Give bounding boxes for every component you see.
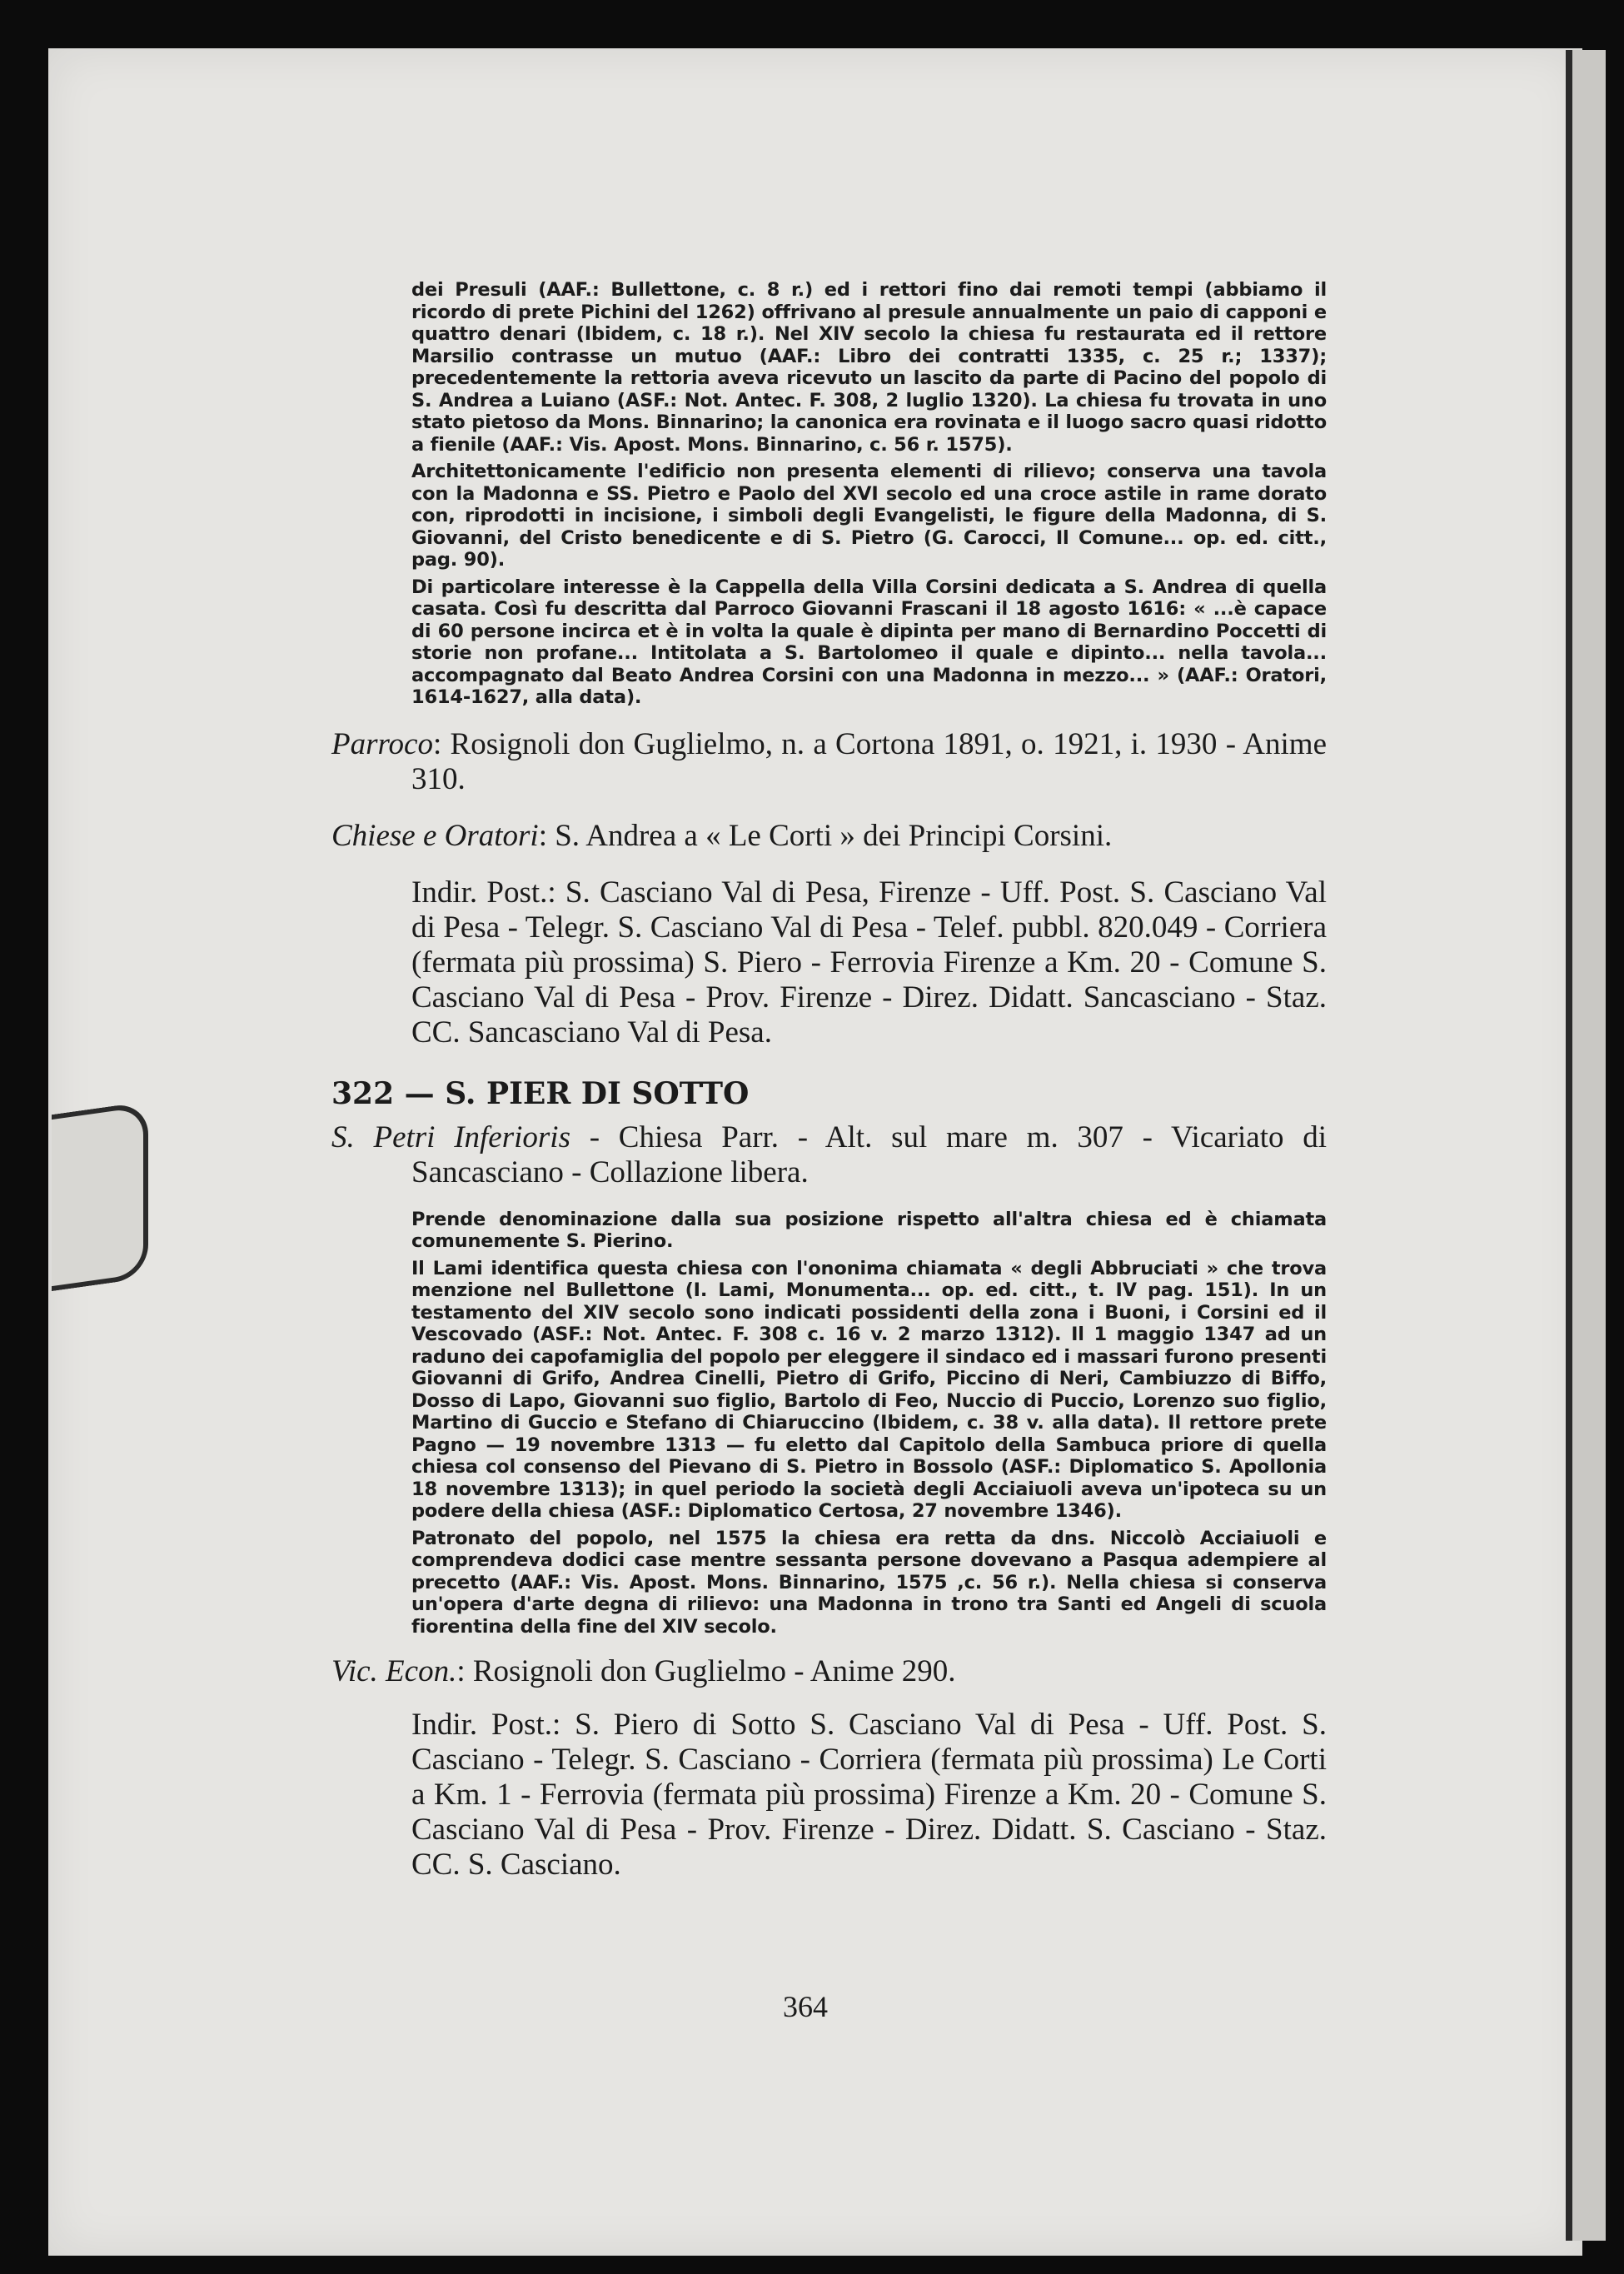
section-paragraph-3: Patronato del popolo, nel 1575 la chiesa era retta da dns. Niccolò Acciaiuoli e comprendeva dodici case mentre sessanta persone dovevano a Pasqua adempiere al precetto (AAF.: Vis. Apost. Mons. Binnarino, 1575 ,c. 56 r.). Nella chiesa si conserva un'opera d'arte degna di rilievo: una Madonna in trono tra Santi ed Angeli di scuola fiorentina della fine del XIV secolo. [411, 1527, 1327, 1638]
parroco-entry [331, 727, 1327, 797]
section-notes [331, 1209, 1327, 1638]
page-number: 364 [783, 1990, 828, 2023]
latin-text: - Chiesa Parr. - Alt. sul mare m. 307 - Vicariato di Sancasciano - Collazione libera. [411, 1120, 1327, 1189]
intro-paragraph-2: Architettonicamente l'edificio non presenta elementi di rilievo; conserva una tavola con la Madonna e SS. Pietro e Paolo del XVI secolo ed una croce astile in rame dorato con, riprodotti in incisione, i simboli degli Evangelisti, le figure della Madonna, di S. Giovanni, del Cristo benedicente e di S. Pietro (G. Carocci, Il Comune... op. ed. citt., pag. 90). [411, 461, 1327, 571]
page-tab-fold [52, 1101, 148, 1291]
vic-econ-entry [331, 1654, 1327, 1689]
section-paragraph-2: Il Lami identifica questa chiesa con l'ononima chiamata « degli Abbruciati » che trova menzione nel Bullettone (I. Lami, Monumenta... op. ed. citt., t. IV pag. 151). In un testamento del XIV secolo sono indicati possidenti della zona i Buoni, i Corsini ed il Vescovado (ASF.: Not. Antec. F. 308 c. 16 v. 2 marzo 1312). Il 1 maggio 1347 ad un raduno dei capofamiglia del popolo per eleggere il sindaco ed i massari furono presenti Giovanni di Grifo, Andrea Cinelli, Pietro di Grifo, Piccino di Neri, Cambiuzzo di Biffo, Dosso di Lapo, Giovanni suo figlio, Bartolo di Feo, Nuccio di Puccio, Lorenzo suo figlio, Martino di Guccio e Stefano di Chiaruccino (Ibidem, c. 38 v. alla data). Il rettore prete Pagno — 19 novembre 1313 — fu eletto dal Capitolo della Sambuca priore di quella chiesa col consenso del Pievano di S. Pietro in Bossolo (ASF.: Diplomatico S. Apollonia 18 novembre 1313); in quel periodo la società degli Acciaiuoli aveva un'ipoteca su un podere della chiesa (ASF.: Diplomatico Certosa, 27 novembre 1346). [411, 1257, 1327, 1522]
intro-paragraph-3: Di particolare interesse è la Cappella della Villa Corsini dedicata a S. Andrea di quella casata. Così fu descritta dal Parroco Giovanni Frascani il 18 agosto 1616: « ...è capace di 60 persone incirca et è in volta la quale è dipinta per mano di Bernardino Poccetti di storie non profane... Intitolata a S. Bartolomeo il quale e dipinto... nella tavola... accompagnato dal Beato Andrea Corsini con una Madonna in mezzo... » (AAF.: Oratori, 1614-1627, alla data). [411, 576, 1327, 708]
intro-paragraph-1: dei Presuli (AAF.: Bullettone, c. 8 r.) ed i rettori fino dai remoti tempi (abbiamo il ricordo di prete Pichini del 1262) offrivano al presule annualmente un paio di capponi e quattro denari (Ibidem, c. 18 r.). Nel XIV secolo la chiesa fu restaurata ed il rettore Marsilio contrasse un mutuo (AAF.: Libro dei contratti 1335, c. 25 r.; 1337); precedentemente la rettoria aveva ricevuto un lascito da parte di Pacino del popolo di S. Andrea a Luiano (ASF.: Not. Antec. F. 308, 2 luglio 1320). La chiesa fu trovata in uno stato pietoso da Mons. Binnarino; la canonica era rovinata e il luogo sacro quasi ridotto a fienile (AAF.: Vis. Apost. Mons. Binnarino, c. 56 r. 1575). [411, 279, 1327, 456]
section-title: 322 — S. PIER DI SOTTO [331, 1075, 750, 1111]
page-content [331, 279, 1327, 1883]
latin-name: S. Petri Inferioris [331, 1120, 570, 1154]
next-page-edge [1572, 50, 1606, 2241]
parroco-text: : Rosignoli don Guglielmo, n. a Cortona 1891, o. 1921, i. 1930 - Anime 310. [411, 726, 1327, 796]
chiese-entry [331, 819, 1327, 854]
indirizzo-postale-1: Indir. Post.: S. Casciano Val di Pesa, Firenze - Uff. Post. S. Casciano Val di Pesa - Telegr. S. Casciano Val di Pesa - Telef. pubbl. 820.049 - Corriera (fermata più prossima) S. Piero - Ferrovia Firenze a Km. 20 - Comune S. Casciano Val di Pesa - Prov. Firenze - Direz. Didatt. Sancasciano - Staz. CC. Sancasciano Val di Pesa. [411, 875, 1327, 1050]
vic-econ-text: : Rosignoli don Guglielmo - Anime 290. [456, 1654, 956, 1688]
parroco-label: Parroco [331, 726, 433, 761]
section-latin-entry [331, 1120, 1327, 1190]
chiese-text: : S. Andrea a « Le Corti » dei Principi Corsini. [538, 818, 1113, 853]
indirizzo-postale-2: Indir. Post.: S. Piero di Sotto S. Casciano Val di Pesa - Uff. Post. S. Casciano - Telegr. S. Casciano - Corriera (fermata più prossima) Le Corti a Km. 1 - Ferrovia (fermata più prossima) Firenze a Km. 20 - Comune S. Casciano Val di Pesa - Prov. Firenze - Direz. Didatt. S. Casciano - Staz. CC. S. Casciano. [411, 1708, 1327, 1882]
chiese-label: Chiese e Oratori [331, 818, 539, 853]
vic-econ-label: Vic. Econ. [331, 1654, 457, 1688]
section-paragraph-1: Prende denominazione dalla sua posizione rispetto all'altra chiesa ed è chiamata comunemente S. Pierino. [411, 1208, 1327, 1252]
